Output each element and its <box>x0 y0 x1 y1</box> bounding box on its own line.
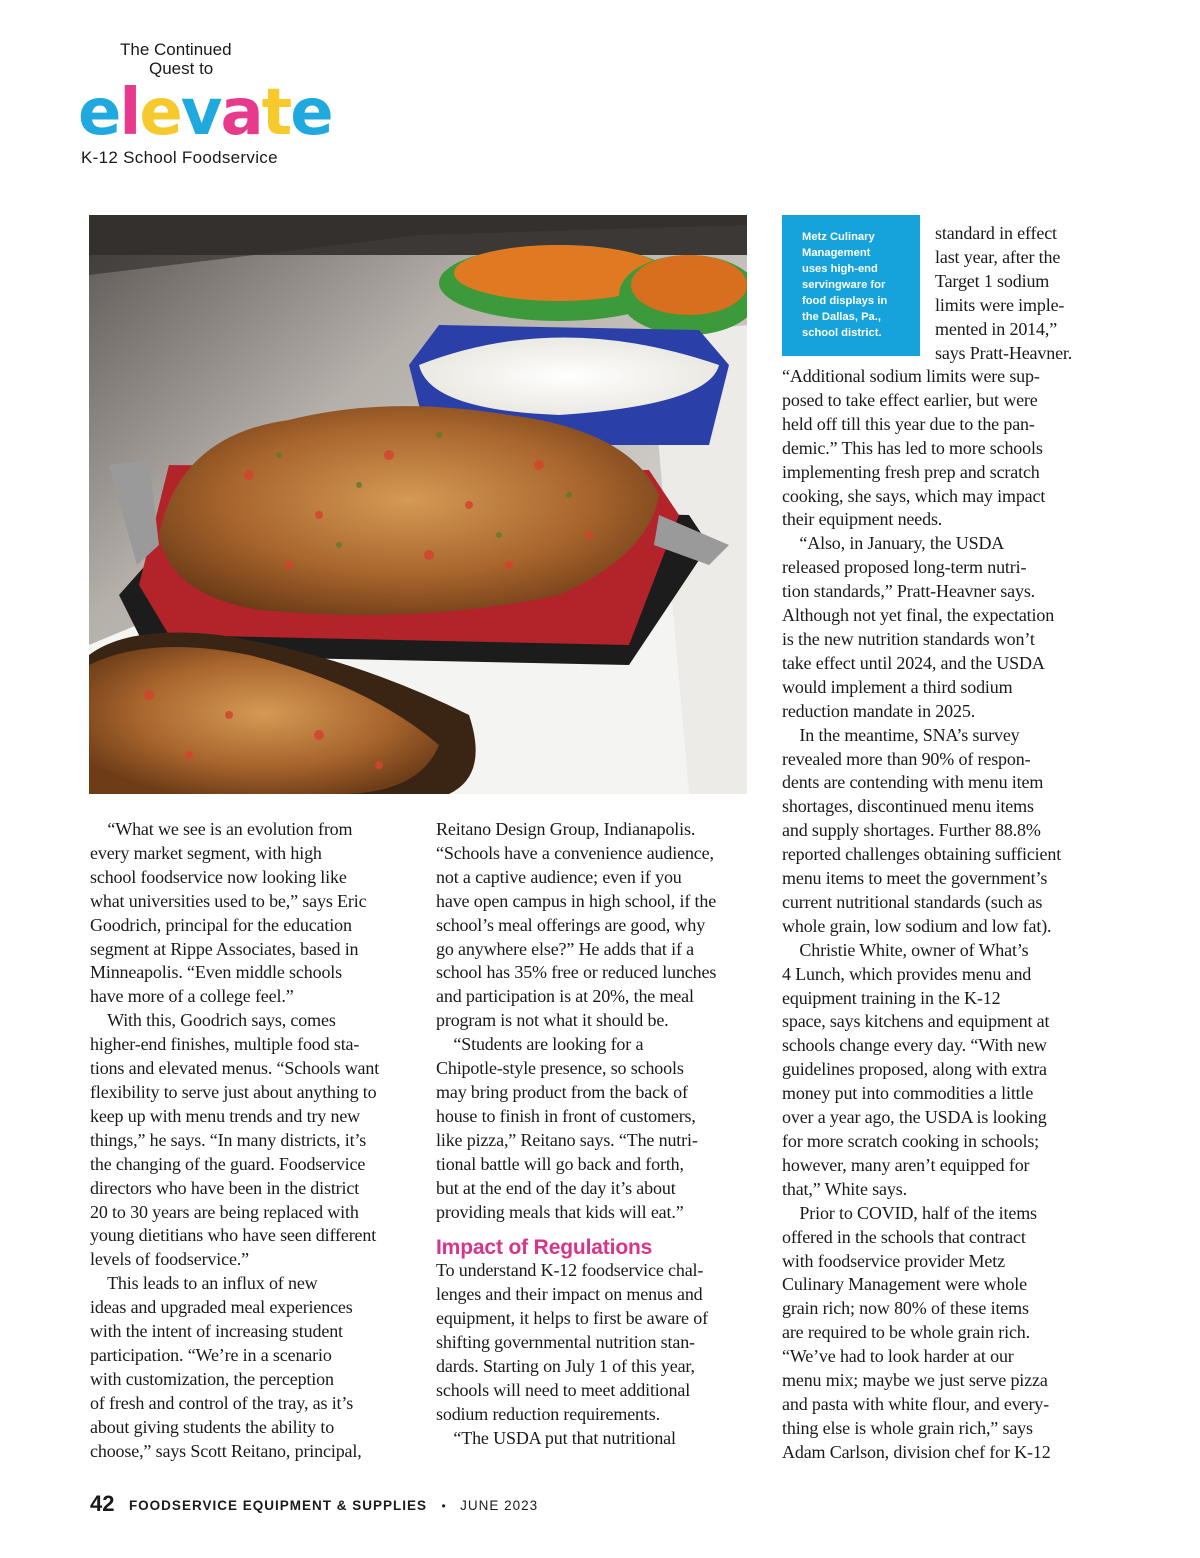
text-line: dents are contending with menu item <box>782 772 1044 793</box>
page-number: 42 <box>90 1491 115 1516</box>
text-line: with foodservice provider Metz <box>782 1250 1005 1271</box>
text-line: participation. “We’re in a scenario <box>90 1344 332 1365</box>
text-line: dards. Starting on July 1 of this year, <box>436 1356 695 1377</box>
logo-letter: l <box>119 76 140 150</box>
text-line: of fresh and control of the tray, as it’s <box>90 1392 354 1413</box>
text-line: menu items to meet the government’s <box>782 868 1048 889</box>
text-line: menu mix; maybe we just serve pizza <box>782 1370 1048 1391</box>
text-line: To understand K-12 foodservice chal- <box>436 1260 704 1281</box>
text-line: segment at Rippe Associates, based in <box>90 938 359 959</box>
text-line: implementing fresh prep and scratch <box>782 461 1040 482</box>
text-line: cooking, she says, which may impact <box>782 485 1046 506</box>
text-line: ideas and upgraded meal experiences <box>90 1297 353 1318</box>
text-line: but at the end of the day it’s about <box>436 1177 676 1198</box>
text-line: guidelines proposed, along with extra <box>782 1059 1047 1080</box>
text-line: are required to be whole grain rich. <box>782 1322 1030 1343</box>
section-logo <box>78 38 332 173</box>
logo-letter: e <box>290 76 332 150</box>
text-line: Target 1 sodium <box>935 270 1050 291</box>
text-line: and pasta with white flour, and every- <box>782 1393 1049 1414</box>
text-line: released proposed long-term nutri- <box>782 557 1027 578</box>
text-line: with the intent of increasing student <box>90 1321 343 1342</box>
text-line: “Additional sodium limits were sup- <box>782 366 1040 386</box>
text-line: revealed more than 90% of respon- <box>782 748 1031 769</box>
text-line: take effect until 2024, and the USDA <box>782 652 1045 673</box>
logo-subtitle: K-12 School Foodservice <box>81 148 278 167</box>
text-line: with customization, the perception <box>90 1368 334 1389</box>
text-line: Minneapolis. “Even middle schools <box>90 962 343 983</box>
text-line: Christie White, owner of What’s <box>782 939 1029 960</box>
text-line: posed to take effect earlier, but were <box>782 389 1038 410</box>
text-line: every market segment, with high <box>90 842 322 863</box>
logo-wordmark <box>78 78 332 148</box>
text-line: money put into commodities a little <box>782 1083 1034 1104</box>
text-line: tional battle will go back and forth, <box>436 1153 684 1174</box>
text-line: This leads to an influx of new <box>90 1273 318 1294</box>
text-line: Adam Carlson, division chef for K-12 <box>782 1441 1051 1462</box>
text-line: higher-end finishes, multiple food sta- <box>90 1034 360 1055</box>
text-line: directors who have been in the district <box>90 1177 360 1198</box>
text-line: “The USDA put that nutritional <box>436 1427 676 1448</box>
text-line: the changing of the guard. Foodservice <box>90 1153 366 1174</box>
text-line: equipment training in the K-12 <box>782 987 1001 1008</box>
text-line: 4 Lunch, which provides menu and <box>782 963 1032 984</box>
text-line: house to finish in front of customers, <box>436 1105 696 1126</box>
logo-kicker-line2: Quest to <box>149 59 214 78</box>
publication-name: FOODSERVICE EQUIPMENT & SUPPLIES <box>128 1498 427 1513</box>
text-line: like pizza,” Reitano says. “The nutri- <box>436 1129 698 1150</box>
footer-separator: • <box>441 1499 446 1513</box>
text-line: for more scratch cooking in schools; <box>782 1131 1040 1151</box>
article-column-3 <box>782 365 1102 1465</box>
text-line: have open campus in high school, if the <box>436 890 717 911</box>
column-2-body-a <box>436 818 756 1224</box>
text-line: and participation is at 20%, the meal <box>436 986 694 1007</box>
text-line: Culinary Management were whole <box>782 1274 1027 1295</box>
text-line: Chipotle-style presence, so schools <box>436 1058 684 1079</box>
text-line: lenges and their impact on menus and <box>436 1284 703 1305</box>
text-line: “Also, in January, the USDA <box>782 533 1005 554</box>
article-column-3-wrap <box>935 222 1105 365</box>
text-line: things,” he says. “In many districts, it’s <box>90 1129 367 1150</box>
text-line: not a captive audience; even if you <box>436 866 682 887</box>
text-line: flexibility to serve just about anything to <box>90 1081 377 1102</box>
text-line: keep up with menu trends and try new <box>90 1105 361 1126</box>
text-line: school has 35% free or reduced lunches <box>436 962 717 983</box>
text-line: have more of a college feel.” <box>90 986 294 1007</box>
text-line: sodium reduction requirements. <box>436 1403 660 1424</box>
text-line: In the meantime, SNA’s survey <box>782 724 1020 745</box>
text-line: reduction mandate in 2025. <box>782 700 976 721</box>
text-line: school’s meal offerings are good, why <box>436 914 706 935</box>
logo-letter: e <box>78 76 120 150</box>
text-line: “Schools have a convenience audience, <box>436 842 714 863</box>
text-line: may bring product from the back of <box>436 1081 688 1102</box>
text-line: space, says kitchens and equipment at <box>782 1011 1050 1032</box>
page-footer <box>90 1491 538 1517</box>
text-line: go anywhere else?” He adds that if a <box>436 938 694 959</box>
text-line: says Pratt-Heavner. <box>935 342 1073 363</box>
text-line: last year, after the <box>935 246 1061 267</box>
text-line: Prior to COVID, half of the items <box>782 1202 1037 1223</box>
text-line: about giving students the ability to <box>90 1416 335 1437</box>
text-line: schools change every day. “With new <box>782 1035 1047 1056</box>
section-heading: Impact of Regulations <box>436 1236 653 1260</box>
photo-caption-box <box>782 215 920 356</box>
text-line: shifting governmental nutrition stan- <box>436 1332 695 1353</box>
photo-caption: Metz Culinary Management uses high-end servingware for food displays in the Dallas, Pa., school district. <box>802 231 888 339</box>
text-line: “We’ve had to look harder at our <box>782 1346 1014 1367</box>
food-display-photo <box>89 215 747 794</box>
text-line: standard in effect <box>935 223 1057 243</box>
issue-date: JUNE 2023 <box>460 1498 539 1513</box>
text-line: what universities used to be,” says Eric <box>90 890 367 911</box>
text-line: “What we see is an evolution from <box>90 819 353 839</box>
text-line: mented in 2014,” <box>935 318 1058 339</box>
text-line: that,” White says. <box>782 1178 907 1199</box>
text-line: Reitano Design Group, Indianapolis. <box>436 819 696 839</box>
text-line: current nutritional standards (such as <box>782 891 1043 912</box>
text-line: whole grain, low sodium and low fat). <box>782 915 1052 936</box>
text-line: thing else is whole grain rich,” says <box>782 1417 1033 1438</box>
text-line: “Students are looking for a <box>436 1034 644 1055</box>
logo-kicker-line1: The Continued <box>120 40 232 59</box>
logo-letter: v <box>180 76 221 150</box>
text-line: is the new nutrition standards won’t <box>782 628 1035 649</box>
logo-letter: e <box>139 76 181 150</box>
text-line: levels of foodservice.” <box>90 1249 249 1270</box>
text-line: limits were imple- <box>935 294 1065 315</box>
text-line: their equipment needs. <box>782 509 943 530</box>
text-line: schools will need to meet additional <box>436 1379 691 1400</box>
text-line: young dietitians who have seen different <box>90 1225 377 1246</box>
text-line: program is not what it should be. <box>436 1010 669 1031</box>
article-column-1 <box>90 818 410 1463</box>
text-line: tion standards,” Pratt-Heavner says. <box>782 581 1036 602</box>
logo-letter: a <box>220 76 262 150</box>
text-line: however, many aren’t equipped for <box>782 1154 1030 1175</box>
text-line: over a year ago, the USDA is looking <box>782 1107 1047 1128</box>
column-2-body-b <box>436 1259 756 1450</box>
text-line: demic.” This has led to more schools <box>782 437 1043 458</box>
text-line: offered in the schools that contract <box>782 1226 1026 1247</box>
article-column-2 <box>436 818 756 1451</box>
text-line: 20 to 30 years are being replaced with <box>90 1201 359 1222</box>
text-line: tions and elevated menus. “Schools want <box>90 1058 380 1079</box>
text-line: With this, Goodrich says, comes <box>90 1010 336 1031</box>
text-line: school foodservice now looking like <box>90 866 347 887</box>
text-line: Although not yet final, the expectation <box>782 605 1055 626</box>
text-line: equipment, it helps to first be aware of <box>436 1308 708 1329</box>
text-line: shortages, discontinued menu items <box>782 796 1034 817</box>
logo-letter: t <box>261 76 291 150</box>
text-line: reported challenges obtaining sufficient <box>782 844 1062 865</box>
text-line: choose,” says Scott Reitano, principal, <box>90 1440 362 1461</box>
text-line: held off till this year due to the pan- <box>782 413 1035 434</box>
text-line: providing meals that kids will eat.” <box>436 1201 684 1222</box>
text-line: Goodrich, principal for the education <box>90 914 352 935</box>
text-line: and supply shortages. Further 88.8% <box>782 820 1041 841</box>
text-line: would implement a third sodium <box>782 676 1013 697</box>
text-line: grain rich; now 80% of these items <box>782 1298 1029 1319</box>
